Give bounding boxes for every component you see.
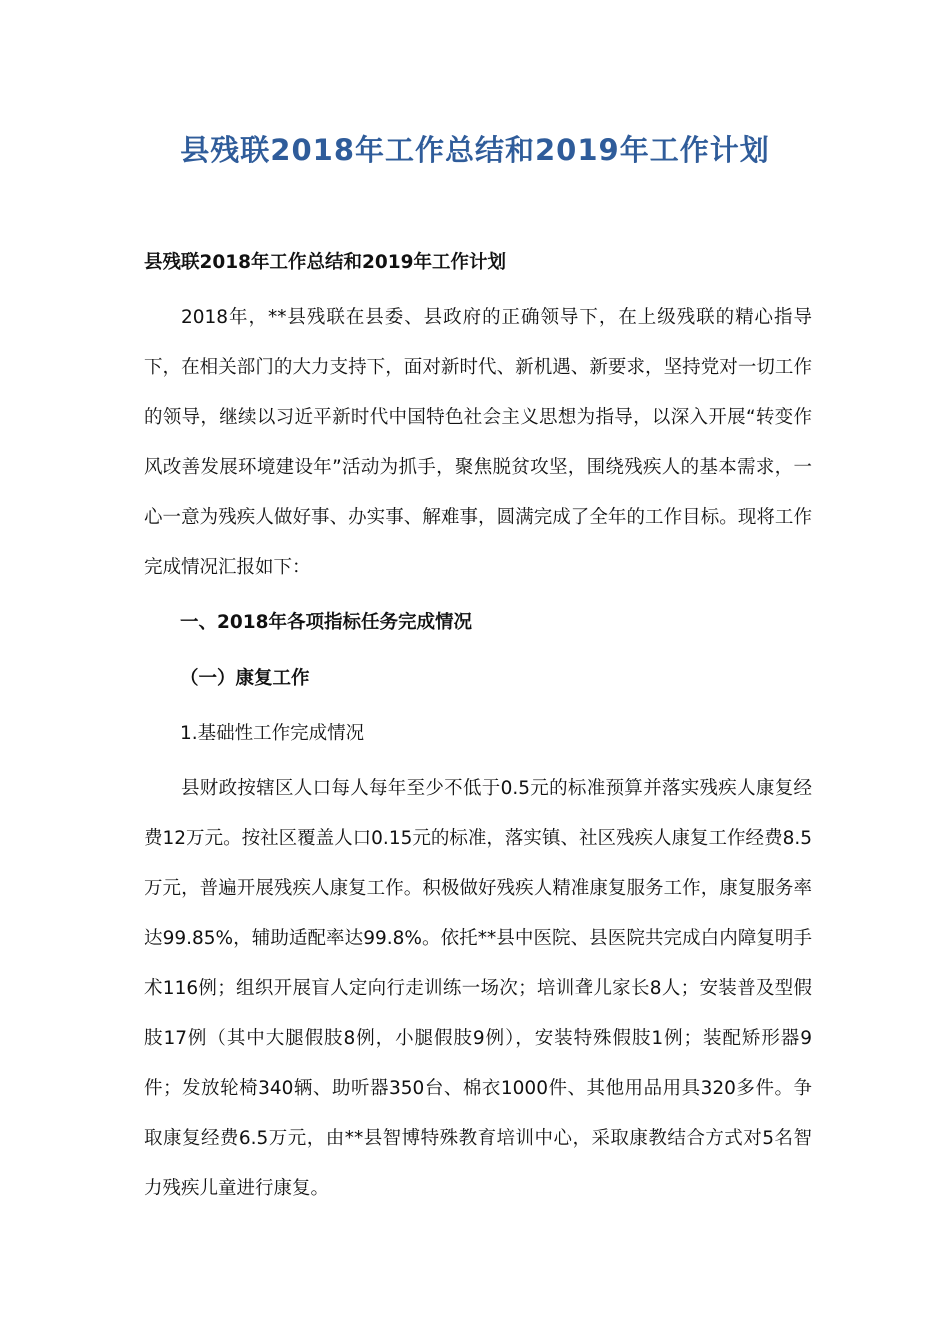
- item-heading: 1.基础性工作完成情况: [180, 723, 365, 744]
- rehab-paragraph: 县财政按辖区人口每人每年至少不低于0.5元的标准预算并落实残疾人康复经费12万元。按社区覆盖人口0.15元的标准，落实镇、社区残疾人康复工作经费8.5万元，普遍开展残疾人康复工作。积极做好残疾人精准康复服务工作，康复服务率达99.85%，辅助适配率达99.8%。依托**县中医院、县医院共完成白内障复明手术116例；组织开展盲人定向行走训练一场次；培训聋儿家长8人；安装普及型假肢17例（其中大腿假肢8例，小腿假肢9例），安装特殊假肢1例；装配矫形器9件；发放轮椅340辆、助听器350台、棉衣1000件、其他用品用具320多件。争取康复经费6.5万元，由**县智博特殊教育培训中心，采取康教结合方式对5名智力残疾儿童进行康复。: [144, 778, 812, 1199]
- subsection-heading: （一）康复工作: [180, 668, 310, 689]
- document-subtitle: 县残联2018年工作总结和2019年工作计划: [144, 252, 506, 273]
- intro-paragraph: 2018年，**县残联在县委、县政府的正确领导下，在上级残联的精心指导下，在相关部门的大力支持下，面对新时代、新机遇、新要求，坚持党对一切工作的领导，继续以习近平新时代中国特色社会主义思想为指导，以深入开展“转变作风改善发展环境建设年”活动为抓手，聚焦脱贫攻坚，围绕残疾人的基本需求，一心一意为残疾人做好事、办实事、解难事，圆满完成了全年的工作目标。现将工作完成情况汇报如下：: [144, 307, 812, 578]
- document-title: 县残联2018年工作总结和2019年工作计划: [180, 133, 770, 167]
- section-heading: 一、2018年各项指标任务完成情况: [180, 612, 472, 633]
